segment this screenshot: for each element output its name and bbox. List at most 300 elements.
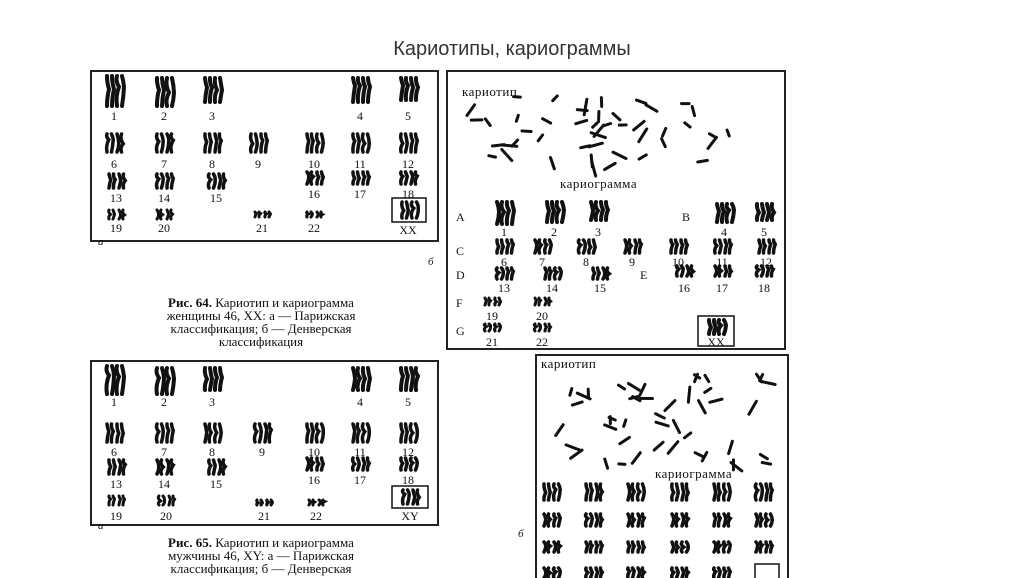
spread-chromosome [613,114,620,120]
chromosome [591,202,598,220]
fig65-caption-num: Рис. 65. [168,535,212,550]
chromosome [267,500,273,505]
fig65b-karyogram-label: кариограмма [655,466,732,482]
chromosome [215,78,222,102]
chromosome [251,134,258,152]
chromosome [117,424,123,442]
spread-chromosome [550,158,554,169]
spread-chromosome [639,155,646,159]
spread-chromosome [688,387,689,402]
fig65a-num-12: 12 [393,446,423,458]
spread-chromosome [605,163,616,169]
fig65a-num-7: 7 [149,446,179,458]
fig64b-karyotype-label: кариотип [462,84,517,100]
chromosome [628,568,634,578]
spread-chromosome [613,152,626,158]
fig64a-num-11: 11 [345,158,375,170]
fig64b-num-7: 7 [527,256,557,268]
fig64-panel-a [90,70,439,242]
spread-chromosome [695,453,702,457]
chromosome [507,268,513,279]
spread-chromosome [489,156,496,157]
spread-chromosome [709,134,715,137]
fig64b-num-20: 20 [527,310,557,322]
chromosome [638,568,644,578]
chromosome [756,542,762,552]
chromosome [117,76,124,106]
chromosome [554,484,561,500]
chromosome [205,78,212,102]
chromosome [411,202,418,218]
chromosome [725,240,731,253]
chromosome [756,514,762,526]
chromosome [545,240,552,253]
chromosome [601,202,608,220]
chromosome [628,484,634,500]
fig64a-sex-label: XX [388,224,428,236]
fig64b-num-18: 18 [749,282,779,294]
chromosome [596,514,602,526]
chromosome [167,174,173,188]
chromosome [495,298,501,305]
fig64b-num-11: 11 [707,256,737,268]
chromosome [672,514,678,526]
spread-chromosome [492,145,504,146]
spread-chromosome [685,123,690,127]
spread-chromosome [646,105,657,111]
chromosome [507,240,513,253]
spread-chromosome [572,402,582,405]
fig64b-num-14: 14 [537,282,567,294]
chromosome [107,134,114,152]
chromosome [157,78,164,106]
spread-chromosome [628,383,639,390]
chromosome [411,134,417,152]
chromosome [156,424,163,442]
chromosome [671,240,677,253]
fig65-mark-b: б [518,528,524,540]
chromosome [307,172,313,184]
fig65a-num-6: 6 [99,446,129,458]
chromosome [554,268,561,279]
chromosome [401,424,407,442]
fig64-panel-b [446,70,786,350]
chromosome [402,202,408,218]
spread-chromosome [685,433,691,438]
fig65a-num-8: 8 [197,446,227,458]
chromosome [545,324,551,331]
chromosome [681,240,687,253]
spread-chromosome [516,115,518,121]
fig65-caption-line1: Кариотип и кариограмма [215,535,354,550]
chromosome [717,204,724,222]
spread-chromosome [538,135,542,141]
chromosome [596,484,602,500]
spread-chromosome [467,105,475,116]
fig64-mark-a: а [98,236,104,248]
chromosome [672,542,678,552]
fig64-caption-line3: классификация; б — Денверская [96,322,426,335]
chromosome [714,484,720,500]
fig65a-num-18: 18 [393,474,423,486]
spread-chromosome [522,131,531,132]
chromosome [724,542,731,552]
fig64a-num-17: 17 [345,188,375,200]
spread-chromosome [576,120,587,123]
fig64a-chromosomes [92,72,437,240]
chromosome [586,484,592,500]
spread-chromosome [656,414,665,418]
chromosome [109,460,115,474]
fig64b-num-5: 5 [749,226,779,238]
chromosome [157,134,164,152]
chromosome [766,484,772,500]
spread-chromosome [636,100,645,103]
chromosome [353,458,360,470]
chromosome [353,134,359,152]
chromosome [307,212,313,217]
fig64b-num-2: 2 [539,226,569,238]
chromosome [535,298,541,305]
spread-chromosome [705,375,709,381]
chromosome [769,240,775,253]
fig65a-num-16: 16 [299,474,329,486]
chromosome [625,240,631,253]
chromosome [589,240,595,253]
fig65a-num-19: 19 [101,510,131,522]
fig65-caption-line3: классификация; б — Денверская [96,562,426,575]
fig64b-num-9: 9 [617,256,647,268]
chromosome [157,460,163,474]
spread-chromosome [749,401,756,414]
fig65a-num-5: 5 [393,396,423,408]
fig64b-group-G: G [456,324,465,339]
chromosome [411,368,418,390]
chromosome [403,490,410,504]
chromosome [724,514,730,526]
spread-chromosome [620,437,630,443]
chromosome [547,202,554,222]
chromosome [209,460,215,474]
spread-chromosome [632,453,640,464]
chromosome [219,460,225,474]
fig64b-group-D: D [456,268,465,283]
chromosome [157,174,164,188]
fig65a-num-14: 14 [149,478,179,490]
fig65a-num-20: 20 [151,510,181,522]
chromosome [362,424,369,442]
fig64a-num-5: 5 [393,110,423,122]
spread-chromosome [760,374,763,380]
chromosome [726,204,734,222]
fig65a-num-1: 1 [99,396,129,408]
spread-chromosome [584,99,587,114]
chromosome [109,210,115,219]
chromosome [119,460,125,474]
fig64a-num-13: 13 [101,192,131,204]
fig64a-num-9: 9 [243,158,273,170]
chromosome [353,78,360,102]
spread-chromosome [619,385,625,389]
chromosome [265,212,271,217]
spread-chromosome [485,119,490,126]
chromosome [157,210,163,219]
spread-chromosome [665,401,675,411]
fig64a-num-1: 1 [99,110,129,122]
chromosome [553,568,560,578]
fig64b-karyogram-label: кариограмма [560,176,637,192]
spread-chromosome [727,130,729,136]
chromosome [545,298,551,305]
fig65a-chromosomes [92,362,437,524]
spread-chromosome [553,96,558,101]
chromosome [413,490,419,504]
chromosome [638,542,644,552]
spread-chromosome [656,422,668,426]
fig65a-num-21: 21 [249,510,279,522]
spread-chromosome [593,123,597,127]
chromosome [714,568,721,578]
chromosome [167,460,173,474]
fig64-mark-b: б [428,256,434,268]
chromosome [317,212,323,217]
fig65-caption-line2: мужчины 46, XY: а — Парижская [96,549,426,562]
spread-chromosome [566,445,581,451]
chromosome [682,568,688,578]
chromosome [714,542,720,552]
fig64-caption-num: Рис. 64. [168,295,212,310]
chromosome [497,240,503,253]
chromosome [353,424,359,442]
chromosome [586,542,592,552]
chromosome [672,484,678,500]
chromosome [353,368,360,390]
chromosome [672,568,679,578]
fig64b-num-13: 13 [489,282,519,294]
spread-chromosome [605,425,616,429]
chromosome [265,424,271,442]
fig64-caption-line2: женщины 46, XX: а — Парижская [96,309,426,322]
chromosome [255,212,261,217]
chromosome [107,424,113,442]
spread-chromosome [589,143,602,147]
chromosome [117,134,123,152]
spread-chromosome [556,425,563,436]
chromosome [593,268,599,279]
chromosome [586,568,592,578]
fig64b-num-15: 15 [585,282,615,294]
chromosome [401,458,407,470]
chromosome [411,172,417,184]
fig64b-num-22: 22 [527,336,557,348]
chromosome [757,204,764,220]
chromosome [261,134,267,152]
fig64b-group-C: C [456,244,464,259]
chromosome [167,210,173,219]
fig64a-num-20: 20 [149,222,179,234]
chromosome [205,368,212,390]
spread-chromosome [634,121,644,130]
fig64a-num-3: 3 [197,110,227,122]
spread-chromosome [654,442,663,450]
chromosome [109,496,115,505]
spread-chromosome [761,381,775,384]
fig64a-num-21: 21 [247,222,277,234]
fig65a-num-10: 10 [299,446,329,458]
chromosome [484,324,490,331]
fig65a-num-2: 2 [149,396,179,408]
chromosome [307,458,313,470]
chromosome [628,514,634,526]
chromosome [317,458,323,470]
fig65b-karyotype-label: кариотип [541,356,596,372]
chromosome [755,484,762,500]
chromosome [363,368,370,390]
chromosome [724,568,730,578]
chromosome [167,134,173,152]
spread-chromosome [705,388,711,392]
chromosome [557,202,564,222]
fig64-caption-line1: Кариотип и кариограмма [215,295,354,310]
chromosome [363,458,369,470]
fig64b-sex-label: XX [696,336,736,348]
chromosome [158,496,164,505]
chromosome [596,542,602,552]
spread-chromosome [663,128,666,136]
chromosome [724,484,731,500]
chromosome [107,76,114,106]
fig65-caption [96,536,426,575]
chromosome [638,514,644,526]
fig64a-num-7: 7 [149,158,179,170]
chromosome [219,174,225,188]
chromosome [119,496,125,505]
fig64-caption-line4: классификация [96,335,426,348]
fig64a-num-8: 8 [197,158,227,170]
fig64a-num-19: 19 [101,222,131,234]
chromosome [714,514,720,526]
chromosome [682,514,688,526]
chromosome [307,134,313,152]
fig65a-sex-label: XY [390,510,430,522]
slide-title: Кариотипы, кариограммы [0,38,1024,61]
chromosome [544,542,550,552]
chromosome [554,514,560,526]
fig65a-num-13: 13 [101,478,131,490]
chromosome [401,134,408,152]
chromosome [362,134,369,152]
chromosome [637,484,644,500]
fig64b-group-E: E [640,268,647,283]
chromosome [317,134,324,152]
spread-chromosome [708,137,716,148]
chromosome [534,324,540,331]
spread-chromosome [662,139,666,147]
spread-chromosome [668,442,678,454]
chromosome [119,210,125,219]
fig64b-num-12: 12 [751,256,781,268]
fig64b-num-21: 21 [477,336,507,348]
chromosome [117,366,124,394]
fig64a-num-2: 2 [149,110,179,122]
chromosome [715,240,722,253]
chromosome [166,78,174,106]
fig65-panel-b [535,354,789,578]
chromosome [766,542,772,552]
spread-chromosome [605,459,608,468]
chromosome [681,542,688,552]
spread-chromosome [673,420,679,432]
chromosome [317,172,323,184]
chromosome [494,324,500,331]
fig64b-num-4: 4 [709,226,739,238]
chromosome [544,484,550,500]
chromosome [603,268,609,279]
chromosome [635,240,641,253]
spread-chromosome [570,389,572,396]
fig64a-num-12: 12 [393,158,423,170]
fig65a-num-22: 22 [301,510,331,522]
spread-chromosome [577,110,587,111]
chromosome [718,320,726,334]
spread-chromosome [699,401,706,413]
fig64a-num-14: 14 [149,192,179,204]
fig64a-num-18: 18 [393,188,423,200]
chromosome [410,424,417,442]
chromosome [765,514,772,526]
chromosome [759,240,765,253]
chromosome [401,368,408,390]
chromosome [106,366,114,394]
chromosome [353,172,359,184]
chromosome [682,484,688,500]
fig65a-num-4: 4 [345,396,375,408]
chromosome [157,368,164,394]
chromosome [411,78,418,100]
fig64b-group-A: A [456,210,465,225]
fig65a-num-9: 9 [247,446,277,458]
fig64b-num-17: 17 [707,282,737,294]
spread-chromosome [760,454,767,458]
fig64b-group-B: B [682,210,690,225]
fig64a-num-15: 15 [201,192,231,204]
fig65a-num-15: 15 [201,478,231,490]
chromosome [215,368,222,390]
spread-chromosome [571,450,582,458]
fig64b-num-10: 10 [663,256,693,268]
fig64b-num-19: 19 [477,310,507,322]
chromosome [215,134,221,152]
spread-chromosome [762,463,771,465]
chromosome [363,78,370,102]
chromosome [767,204,774,220]
spread-chromosome [543,119,551,123]
chromosome [401,78,408,100]
chromosome [205,134,211,152]
spread-chromosome [710,399,722,402]
spread-chromosome [502,150,512,161]
fig64b-num-3: 3 [583,226,613,238]
chromosome [307,424,313,442]
chromosome [119,174,125,188]
fig65a-num-17: 17 [345,474,375,486]
spread-chromosome [592,162,596,176]
spread-chromosome [698,160,708,162]
fig64-caption [96,296,426,348]
chromosome [544,514,550,526]
chromosome [586,514,593,526]
chromosome [545,268,551,279]
